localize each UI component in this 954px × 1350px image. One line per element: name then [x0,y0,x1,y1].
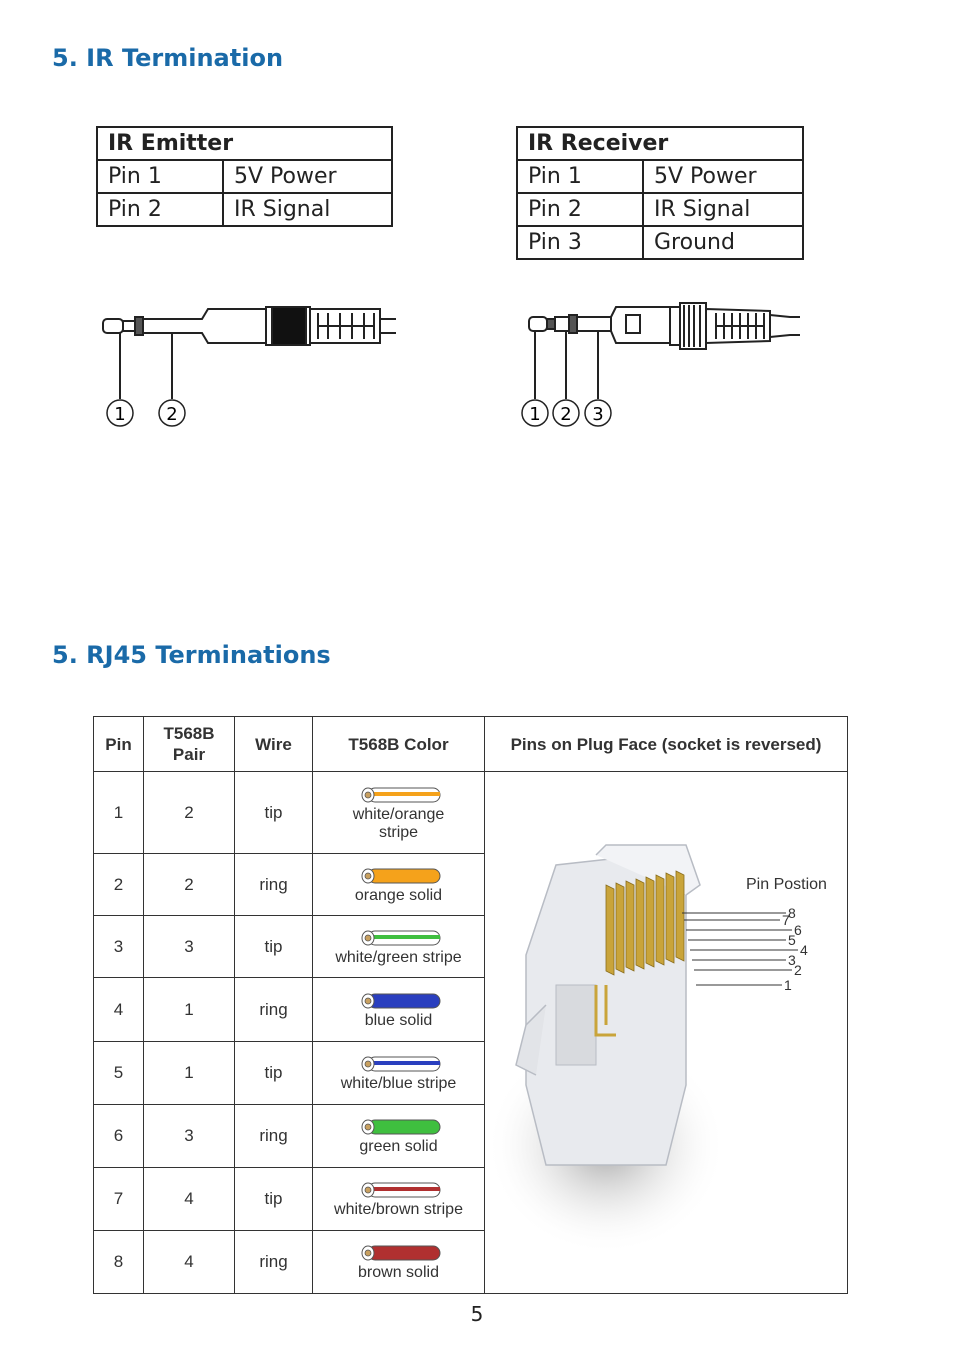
table-row [97,193,392,226]
table-row [94,772,848,854]
pin-cell: 7 [94,1168,144,1231]
wire-color-cell [313,772,485,854]
pin-position-caption: Pin Postion [746,876,827,893]
emitter-callout-2 [159,400,185,426]
receiver-plug-illustration [520,295,820,435]
ir-receiver-table [516,126,804,260]
pin-position-label: 5 [788,932,796,948]
wire-color-label: white/green stripe [335,948,462,966]
pair-cell: 4 [144,1168,235,1231]
wire-swatch-icon [354,990,444,1012]
function-cell: IR Signal [643,193,803,226]
rj45-table [93,716,848,1294]
pin-cell: Pin 2 [517,193,643,226]
function-cell: 5V Power [223,160,392,193]
pin-position-label: 6 [794,922,802,938]
pair-cell: 2 [144,854,235,916]
column-header-pair: T568B Pair [144,717,235,772]
table-row [517,160,803,193]
wire-cell: tip [235,772,313,854]
svg-text:1: 1 [529,404,541,425]
table-row [517,226,803,259]
table-row [517,193,803,226]
wire-color-label: green solid [359,1138,438,1155]
receiver-callout-3 [585,400,611,426]
pin-cell: Pin 1 [517,160,643,193]
pin-cell: 6 [94,1105,144,1168]
page-number: 5 [470,1302,484,1326]
receiver-callout-2 [553,400,579,426]
ir-receiver-header: IR Receiver [517,127,803,160]
column-header-color: T568B Color [313,717,485,772]
pin-cell: 4 [94,978,144,1042]
pin-position-label: 1 [784,977,792,993]
pin-cell: 5 [94,1042,144,1105]
wire-swatch-icon [354,1053,444,1075]
pair-cell: 4 [144,1231,235,1294]
wire-color-label: white/blue stripe [340,1075,457,1092]
pin-cell: Pin 3 [517,226,643,259]
function-cell: IR Signal [223,193,392,226]
wire-color-label: blue solid [364,1011,433,1029]
pin-cell: 1 [94,772,144,854]
plug-face-cell [485,772,848,1294]
wire-color-cell [313,1168,485,1231]
function-cell: Ground [643,226,803,259]
wire-color-cell [313,1231,485,1294]
pair-cell: 3 [144,1105,235,1168]
wire-color-label-line2: stripe [378,823,419,841]
svg-text:3: 3 [592,404,604,425]
column-header-pin: Pin [94,717,144,772]
wire-cell: ring [235,1231,313,1294]
ir-termination-heading: 5. IR Termination [52,44,284,72]
svg-text:2: 2 [560,404,572,425]
wire-color-cell [313,854,485,916]
pin-position-label: 8 [788,905,796,921]
wire-color-label: orange solid [354,886,443,904]
pin-position-label: 4 [800,942,808,958]
table-row [97,160,392,193]
pin-cell: 2 [94,854,144,916]
wire-cell: ring [235,978,313,1042]
rj45-plug-illustration [486,785,846,1275]
pin-cell: Pin 2 [97,193,223,226]
wire-cell: ring [235,854,313,916]
wire-color-cell [313,916,485,978]
column-header-wire: Wire [235,717,313,772]
wire-cell: ring [235,1105,313,1168]
wire-swatch-icon [354,927,444,949]
pair-cell: 1 [144,978,235,1042]
wire-color-cell [313,1105,485,1168]
column-header-plug-face: Pins on Plug Face (socket is reversed) [485,717,848,772]
wire-swatch-icon [354,1179,444,1201]
wire-color-cell [313,978,485,1042]
pin-cell: Pin 1 [97,160,223,193]
ir-emitter-header: IR Emitter [97,127,392,160]
ir-emitter-table [96,126,393,227]
rj45-terminations-heading: 5. RJ45 Terminations [52,641,331,669]
pair-cell: 2 [144,772,235,854]
wire-swatch-icon [354,1116,444,1138]
pin-position-label: 3 [788,952,796,968]
wire-color-label: white/brown stripe [334,1201,463,1218]
pin-position-label: 2 [794,962,802,978]
function-cell: 5V Power [643,160,803,193]
rj45-header-row [94,717,848,772]
pin-position-label: 7 [782,912,790,928]
wire-cell: tip [235,1168,313,1231]
wire-swatch-icon [354,865,444,887]
pin-cell: 8 [94,1231,144,1294]
wire-color-cell [313,1042,485,1105]
emitter-plug-illustration [96,295,406,435]
emitter-callout-1 [107,400,133,426]
wire-cell: tip [235,1042,313,1105]
wire-color-label: white/orange [352,805,445,823]
svg-text:2: 2 [166,404,178,425]
wire-color-label: brown solid [358,1264,439,1281]
wire-swatch-icon [354,1242,444,1264]
pin-cell: 3 [94,916,144,978]
pair-cell: 3 [144,916,235,978]
wire-swatch-icon [354,784,444,806]
pair-cell: 1 [144,1042,235,1105]
receiver-callout-1 [522,400,548,426]
wire-cell: tip [235,916,313,978]
svg-text:1: 1 [114,404,126,425]
